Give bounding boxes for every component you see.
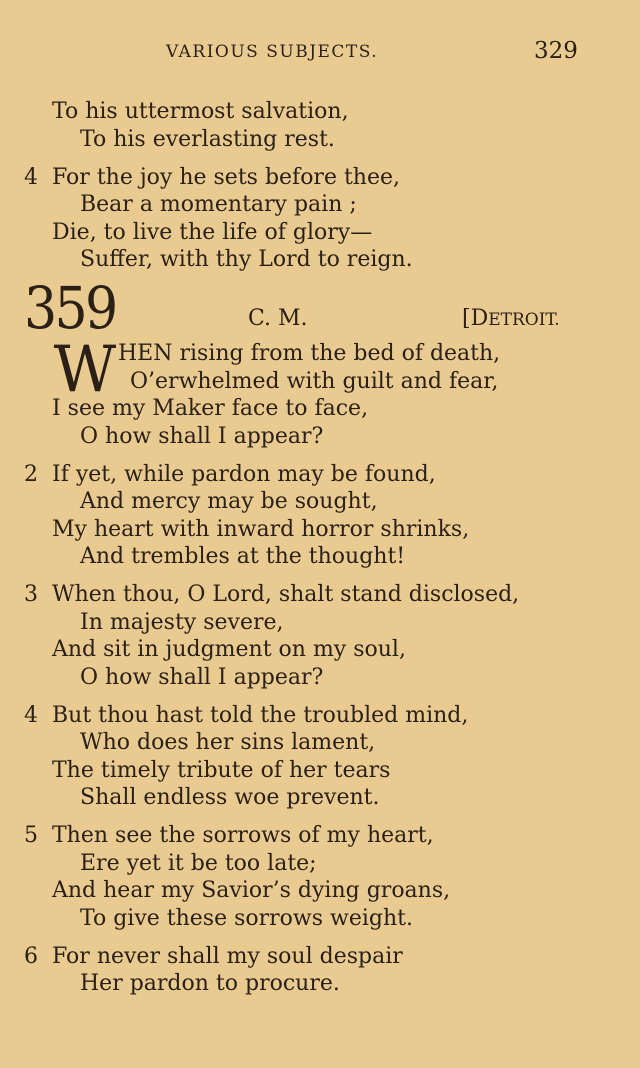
verse-line [0,664,640,692]
hymn-meter: C. M. [248,306,308,331]
stanza [0,164,640,274]
verse-line [0,943,640,971]
verse-text: O’erwhelmed with guilt and fear, [130,368,499,394]
verse-line [0,340,640,368]
verse-text: To his everlasting rest. [80,126,335,152]
verse-text: HEN rising from the bed of death, [118,341,501,366]
verse-line [0,970,640,998]
verse-line [0,423,640,451]
verse-line [0,164,640,192]
stanza [0,943,640,998]
hymn-heading [0,274,640,342]
verse-line [0,191,640,219]
section-title: VARIOUS SUBJECTS. [166,42,379,62]
stanza [0,702,640,812]
verse-line [0,395,640,423]
previous-hymn-continuation [0,98,640,284]
verse-text: Who does her sins lament, [80,730,376,755]
verse-line [0,877,640,905]
verse-line [0,516,640,544]
verse-line [0,905,640,933]
verse-line [0,609,640,637]
stanza-number: 5 [24,823,38,848]
verse-line [0,581,640,609]
verse-line [0,702,640,730]
verse-text: The timely tribute of her tears [52,757,391,783]
verse-text: Her pardon to procure. [80,971,340,996]
verse-text: But thou hast told the troubled mind, [52,702,469,728]
verse-text: Die, to live the life of glory— [52,219,373,245]
verse-line [0,98,640,126]
verse-text: When thou, O Lord, shalt stand disclosed, [52,582,520,607]
verse-line [0,543,640,571]
verse-text: And hear my Savior’s dying groans, [52,878,451,903]
verse-text: In majesty severe, [80,609,284,635]
stanza [0,581,640,691]
tune-name: [DETROIT. [462,306,560,331]
stanza [0,98,640,153]
verse-text: Then see the sorrows of my heart, [52,823,434,848]
verse-text: And trembles at the thought! [80,544,406,569]
verse-text: And mercy may be sought, [80,489,378,514]
verse-text: My heart with inward horror shrinks, [52,516,470,542]
verse-text: And sit in judgment on my soul, [52,637,406,662]
page-number: 329 [534,38,578,64]
verse-text: O how shall I appear? [80,423,324,449]
verse-line [0,636,640,664]
verse-text: To his uttermost salvation, [52,99,349,124]
verse-line [0,126,640,154]
verse-line [0,219,640,247]
verse-text: Suffer, with thy Lord to reign. [80,247,413,272]
verse-text: To give these sorrows weight. [80,905,413,931]
stanza-number: 2 [24,461,38,487]
verse-text: Bear a momentary pain ; [80,192,357,217]
verse-line [0,461,640,489]
hymn-359-text [0,333,640,1008]
stanza [0,461,640,571]
drop-cap: W [53,333,117,407]
verse-text: Shall endless woe prevent. [80,785,380,810]
stanza [0,822,640,932]
verse-line [0,784,640,812]
verse-text: O how shall I appear? [80,664,324,690]
verse-text: For never shall my soul despair [52,943,403,969]
verse-line [0,368,640,396]
verse-line [0,246,640,274]
verse-line [0,488,640,516]
stanza-number: 4 [24,702,38,728]
verse-text: Ere yet it be too late; [80,850,317,876]
verse-text: For the joy he sets before thee, [52,164,401,190]
stanza-number: 3 [24,582,38,607]
verse-text: If yet, while pardon may be found, [52,461,436,487]
stanza-number: 4 [24,164,38,190]
verse-text: I see my Maker face to face, [52,396,369,421]
hymn-number: 359 [24,274,116,342]
verse-line [0,822,640,850]
verse-line [0,850,640,878]
stanza-number: 6 [24,943,38,969]
verse-line [0,757,640,785]
stanza [0,333,640,450]
verse-line [0,729,640,757]
